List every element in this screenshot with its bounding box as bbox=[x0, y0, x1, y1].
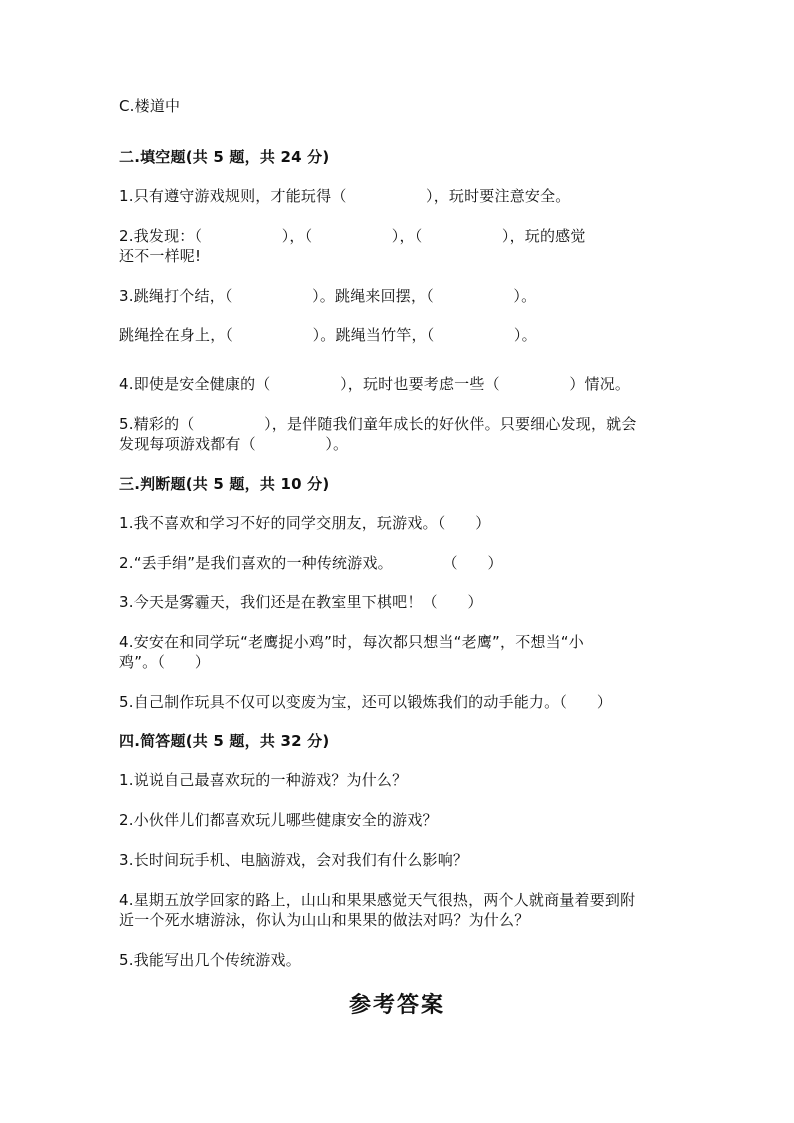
judgement-question-4-line-2: 鸡”。（ ） bbox=[119, 653, 211, 671]
fill-blank-question-3-line-1: 3.跳绳打个结，（ ）。跳绳来回摆，（ ）。 bbox=[119, 287, 537, 305]
judgement-question-5: 5.自己制作玩具不仅可以变废为宝，还可以锻炼我们的动手能力。（ ） bbox=[119, 693, 613, 711]
section-4-heading: 四.简答题(共 5 题，共 32 分) bbox=[119, 732, 330, 750]
section-2-heading: 二.填空题(共 5 题，共 24 分) bbox=[119, 148, 330, 166]
fill-blank-question-2-line-1: 2.我发现：（ ），（ ），（ ），玩的感觉 bbox=[119, 227, 586, 245]
short-answer-question-3: 3.长时间玩手机、电脑游戏，会对我们有什么影响？ bbox=[119, 851, 469, 869]
answer-key-title: 参考答案 bbox=[348, 992, 445, 1018]
fill-blank-question-1: 1.只有遵守游戏规则，才能玩得（ ），玩时要注意安全。 bbox=[119, 187, 571, 205]
option-c: C.楼道中 bbox=[119, 97, 181, 115]
short-answer-question-4-line-1: 4.星期五放学回家的路上，山山和果果感觉天气很热，两个人就商量着要到附 bbox=[119, 891, 636, 909]
fill-blank-question-3-line-2: 跳绳拴在身上，（ ）。跳绳当竹竿，（ ）。 bbox=[119, 326, 537, 344]
fill-blank-question-5-line-1: 5.精彩的（ ），是伴随我们童年成长的好伙伴。只要细心发现，就会 bbox=[119, 415, 637, 433]
judgement-question-1: 1.我不喜欢和学习不好的同学交朋友，玩游戏。（ ） bbox=[119, 514, 491, 532]
fill-blank-question-5-line-2: 发现每项游戏都有（ ）。 bbox=[119, 435, 349, 453]
short-answer-question-4-line-2: 近一个死水塘游泳，你认为山山和果果的做法对吗？为什么？ bbox=[119, 911, 530, 929]
section-3-heading: 三.判断题(共 5 题，共 10 分) bbox=[119, 475, 330, 493]
short-answer-question-2: 2.小伙伴儿们都喜欢玩儿哪些健康安全的游戏？ bbox=[119, 811, 438, 829]
fill-blank-question-2-line-2: 还不一样呢! bbox=[119, 247, 202, 265]
short-answer-question-1: 1.说说自己最喜欢玩的一种游戏？为什么？ bbox=[119, 771, 408, 789]
judgement-question-2: 2.“丢手绢”是我们喜欢的一种传统游戏。 （ ） bbox=[119, 554, 503, 572]
short-answer-question-5: 5.我能写出几个传统游戏。 bbox=[119, 951, 301, 969]
fill-blank-question-4: 4.即使是安全健康的（ ），玩时也要考虑一些（ ）情况。 bbox=[119, 375, 631, 393]
judgement-question-3: 3.今天是雾霾天，我们还是在教室里下棋吧！（ ） bbox=[119, 593, 483, 611]
judgement-question-4-line-1: 4.安安在和同学玩“老鹰捉小鸡”时，每次都只想当“老鹰”，不想当“小 bbox=[119, 633, 584, 651]
